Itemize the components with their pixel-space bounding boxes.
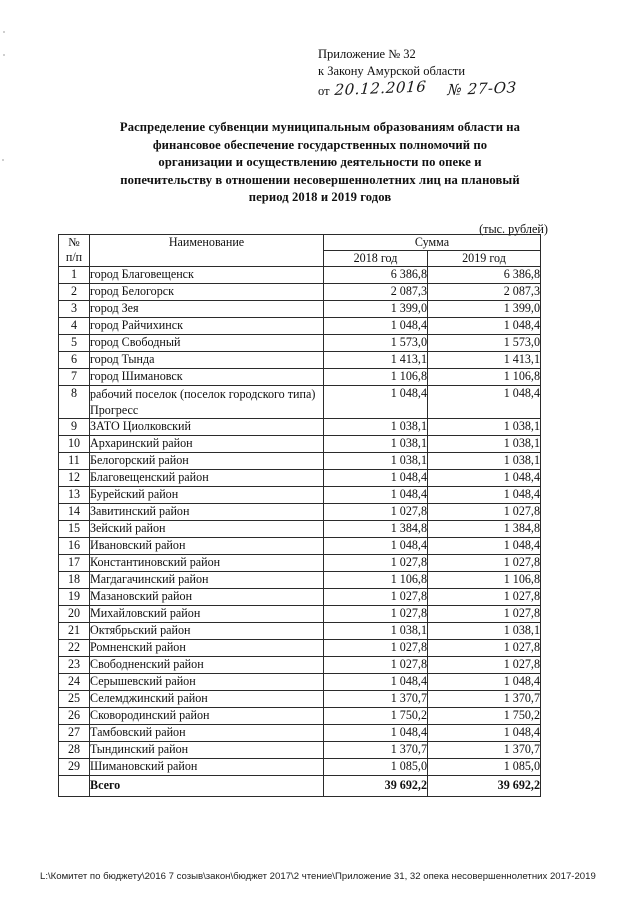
cell-amount-2019: 1 370,7 — [428, 691, 541, 708]
header-sum: Сумма — [324, 235, 541, 251]
cell-amount-2018: 1 038,1 — [324, 623, 428, 640]
cell-municipality-name: Благовещенский район — [90, 470, 324, 487]
table-row — [59, 335, 541, 352]
cell-row-number: 20 — [59, 606, 90, 623]
cell-total-2019: 39 692,2 — [428, 776, 541, 797]
handwritten-law-number: № 27-ОЗ — [447, 78, 518, 99]
cell-amount-2019: 1 384,8 — [428, 521, 541, 538]
cell-amount-2019: 2 087,3 — [428, 284, 541, 301]
distribution-table — [58, 234, 541, 797]
table-row — [59, 572, 541, 589]
cell-amount-2019: 1 027,8 — [428, 555, 541, 572]
title-line-2: финансовое обеспечение государственных полномочий по — [152, 137, 488, 152]
cell-amount-2018: 1 048,4 — [324, 470, 428, 487]
cell-municipality-name: Селемджинский район — [90, 691, 324, 708]
cell-municipality-name: Архаринский район — [90, 436, 324, 453]
table-header — [59, 235, 541, 267]
cell-municipality-name: Ромненский район — [90, 640, 324, 657]
table-row — [59, 691, 541, 708]
cell-amount-2019: 1 027,8 — [428, 589, 541, 606]
cell-amount-2019: 1 106,8 — [428, 572, 541, 589]
cell-row-number: 7 — [59, 369, 90, 386]
cell-amount-2018: 1 027,8 — [324, 555, 428, 572]
title-line-5: период 2018 и 2019 годов — [248, 190, 392, 204]
cell-row-number: 17 — [59, 555, 90, 572]
header-row-number — [59, 235, 90, 267]
table-total-row — [59, 776, 541, 797]
handwritten-date: 20.12.2016 — [333, 77, 427, 99]
header-name: Наименование — [90, 235, 324, 267]
footer-file-path: L:\Комитет по бюджету\2016 7 созыв\закон\бюджет 2017\2 чтение\Приложение 31, 32 опека несовершеннолетних 2017-2019 — [40, 871, 596, 882]
cell-amount-2018: 1 027,8 — [324, 504, 428, 521]
cell-row-number: 16 — [59, 538, 90, 555]
cell-row-number: 11 — [59, 453, 90, 470]
cell-municipality-name: Тындинский район — [90, 742, 324, 759]
cell-municipality-name: город Тында — [90, 352, 324, 369]
cell-municipality-name: город Свободный — [90, 335, 324, 352]
table-body — [59, 267, 541, 797]
table-row — [59, 742, 541, 759]
cell-row-number: 15 — [59, 521, 90, 538]
cell-amount-2018: 1 027,8 — [324, 606, 428, 623]
cell-amount-2018: 2 087,3 — [324, 284, 428, 301]
cell-municipality-name: Мазановский район — [90, 589, 324, 606]
table-row — [59, 589, 541, 606]
table-row — [59, 708, 541, 725]
units-caption: (тыс. рублей) — [479, 222, 548, 236]
cell-amount-2018: 1 048,4 — [324, 674, 428, 691]
cell-municipality-name: Зейский район — [90, 521, 324, 538]
header-year-2019: 2019 год — [428, 251, 541, 267]
cell-row-number: 4 — [59, 318, 90, 335]
cell-amount-2019: 1 106,8 — [428, 369, 541, 386]
cell-amount-2018: 1 048,4 — [324, 725, 428, 742]
cell-amount-2019: 1 085,0 — [428, 759, 541, 776]
cell-municipality-name: город Белогорск — [90, 284, 324, 301]
cell-amount-2019: 1 399,0 — [428, 301, 541, 318]
cell-municipality-name: рабочий поселок (поселок городского типа) Прогресс — [90, 386, 324, 419]
distribution-table-container — [58, 234, 540, 797]
cell-row-number: 21 — [59, 623, 90, 640]
cell-amount-2018: 6 386,8 — [324, 267, 428, 284]
cell-amount-2018: 1 573,0 — [324, 335, 428, 352]
header-num-symbol: № — [68, 235, 80, 249]
cell-row-number: 27 — [59, 725, 90, 742]
cell-row-number: 3 — [59, 301, 90, 318]
cell-amount-2018: 1 038,1 — [324, 436, 428, 453]
table-row — [59, 623, 541, 640]
law-date-line — [318, 77, 608, 100]
table-row — [59, 657, 541, 674]
cell-municipality-name: Магдагачинский район — [90, 572, 324, 589]
cell-row-number: 26 — [59, 708, 90, 725]
cell-amount-2019: 1 048,4 — [428, 470, 541, 487]
title-line-3: организации и осуществлению деятельности по опеке и — [158, 155, 482, 169]
cell-row-number: 12 — [59, 470, 90, 487]
cell-municipality-name: Серышевский район — [90, 674, 324, 691]
cell-row-number: 24 — [59, 674, 90, 691]
cell-municipality-name: Тамбовский район — [90, 725, 324, 742]
table-row — [59, 640, 541, 657]
cell-amount-2018: 1 106,8 — [324, 572, 428, 589]
cell-amount-2019: 6 386,8 — [428, 267, 541, 284]
cell-municipality-name: Бурейский район — [90, 487, 324, 504]
scan-speckle — [2, 159, 4, 161]
header-year-2018: 2018 год — [324, 251, 428, 267]
scan-speckle — [3, 31, 5, 33]
title-line-1: Распределение субвенции муниципальным образованиям области на — [119, 120, 521, 134]
cell-row-number: 6 — [59, 352, 90, 369]
title-line-4: попечительству в отношении несовершеннолетних лиц на плановый — [120, 172, 520, 187]
table-row — [59, 606, 541, 623]
cell-total-2018: 39 692,2 — [324, 776, 428, 797]
cell-amount-2019: 1 027,8 — [428, 504, 541, 521]
cell-amount-2019: 1 048,4 — [428, 725, 541, 742]
cell-row-number: 10 — [59, 436, 90, 453]
cell-amount-2018: 1 038,1 — [324, 453, 428, 470]
table-row — [59, 369, 541, 386]
table-row — [59, 386, 541, 419]
cell-amount-2018: 1 027,8 — [324, 657, 428, 674]
table-row — [59, 759, 541, 776]
cell-amount-2018: 1 027,8 — [324, 589, 428, 606]
cell-municipality-name: Свободненский район — [90, 657, 324, 674]
table-row — [59, 674, 541, 691]
cell-row-number: 29 — [59, 759, 90, 776]
cell-amount-2018: 1 048,4 — [324, 487, 428, 504]
date-prefix: от — [318, 84, 330, 98]
cell-row-number: 9 — [59, 419, 90, 436]
table-row — [59, 284, 541, 301]
table-row — [59, 487, 541, 504]
cell-municipality-name: город Зея — [90, 301, 324, 318]
cell-amount-2019: 1 048,4 — [428, 487, 541, 504]
cell-row-number: 22 — [59, 640, 90, 657]
cell-amount-2018: 1 038,1 — [324, 419, 428, 436]
cell-amount-2018: 1 048,4 — [324, 386, 428, 419]
cell-row-number: 13 — [59, 487, 90, 504]
table-row — [59, 521, 541, 538]
cell-amount-2019: 1 038,1 — [428, 436, 541, 453]
cell-amount-2019: 1 038,1 — [428, 453, 541, 470]
law-reference: к Закону Амурской области — [318, 64, 466, 78]
cell-total-label: Всего — [90, 776, 324, 797]
cell-row-number: 8 — [59, 386, 90, 419]
cell-amount-2018: 1 370,7 — [324, 742, 428, 759]
cell-row-number: 1 — [59, 267, 90, 284]
cell-amount-2018: 1 106,8 — [324, 369, 428, 386]
cell-amount-2018: 1 048,4 — [324, 318, 428, 335]
cell-row-number: 2 — [59, 284, 90, 301]
cell-municipality-name: Белогорский район — [90, 453, 324, 470]
scan-speckle — [3, 54, 5, 56]
cell-municipality-name: город Благовещенск — [90, 267, 324, 284]
cell-row-number: 5 — [59, 335, 90, 352]
cell-municipality-name: Михайловский район — [90, 606, 324, 623]
cell-amount-2019: 1 048,4 — [428, 318, 541, 335]
cell-amount-2018: 1 370,7 — [324, 691, 428, 708]
cell-municipality-name: Шимановский район — [90, 759, 324, 776]
cell-row-number: 18 — [59, 572, 90, 589]
cell-amount-2019: 1 048,4 — [428, 674, 541, 691]
cell-amount-2019: 1 027,8 — [428, 640, 541, 657]
cell-amount-2019: 1 370,7 — [428, 742, 541, 759]
table-row — [59, 419, 541, 436]
header-num-abbrev: п/п — [65, 250, 83, 264]
cell-municipality-name: город Райчихинск — [90, 318, 324, 335]
table-row — [59, 267, 541, 284]
cell-row-number: 19 — [59, 589, 90, 606]
table-row — [59, 725, 541, 742]
cell-amount-2018: 1 085,0 — [324, 759, 428, 776]
header-row-top — [59, 235, 541, 251]
cell-row-number: 23 — [59, 657, 90, 674]
table-row — [59, 352, 541, 369]
cell-row-number: 28 — [59, 742, 90, 759]
cell-amount-2019: 1 573,0 — [428, 335, 541, 352]
cell-amount-2019: 1 750,2 — [428, 708, 541, 725]
cell-total-row-number — [59, 776, 90, 797]
cell-municipality-name: Завитинский район — [90, 504, 324, 521]
table-row — [59, 453, 541, 470]
cell-amount-2018: 1 048,4 — [324, 538, 428, 555]
cell-municipality-name: Октябрьский район — [90, 623, 324, 640]
cell-amount-2019: 1 038,1 — [428, 623, 541, 640]
cell-municipality-name: ЗАТО Циолковский — [90, 419, 324, 436]
table-row — [59, 470, 541, 487]
page-title — [62, 119, 578, 207]
cell-amount-2018: 1 413,1 — [324, 352, 428, 369]
appendix-header — [318, 46, 608, 100]
cell-amount-2019: 1 048,4 — [428, 538, 541, 555]
cell-municipality-name: Ивановский район — [90, 538, 324, 555]
cell-row-number: 25 — [59, 691, 90, 708]
cell-amount-2019: 1 027,8 — [428, 657, 541, 674]
table-row — [59, 436, 541, 453]
cell-amount-2019: 1 048,4 — [428, 386, 541, 419]
cell-amount-2018: 1 399,0 — [324, 301, 428, 318]
cell-amount-2018: 1 027,8 — [324, 640, 428, 657]
table-row — [59, 555, 541, 572]
table-row — [59, 301, 541, 318]
table-row — [59, 504, 541, 521]
cell-amount-2019: 1 038,1 — [428, 419, 541, 436]
cell-amount-2018: 1 750,2 — [324, 708, 428, 725]
cell-municipality-name: город Шимановск — [90, 369, 324, 386]
cell-amount-2019: 1 413,1 — [428, 352, 541, 369]
table-row — [59, 538, 541, 555]
cell-municipality-name: Сковородинский район — [90, 708, 324, 725]
appendix-number: Приложение № 32 — [318, 47, 416, 61]
cell-row-number: 14 — [59, 504, 90, 521]
cell-amount-2019: 1 027,8 — [428, 606, 541, 623]
cell-municipality-name: Константиновский район — [90, 555, 324, 572]
table-row — [59, 318, 541, 335]
cell-amount-2018: 1 384,8 — [324, 521, 428, 538]
